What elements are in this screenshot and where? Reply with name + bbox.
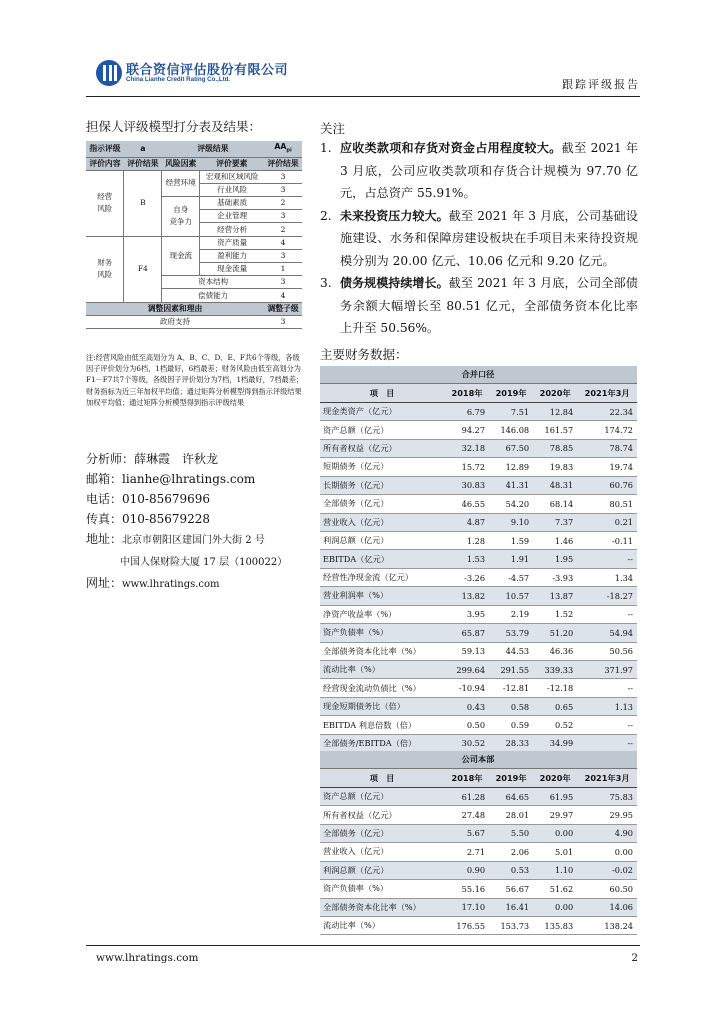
data-cell: 50.56 [577,642,637,660]
data-cell: 60.50 [577,880,637,898]
table-cell: 调整因素和理由 [86,302,264,315]
data-cell: 54.94 [577,624,637,642]
data-cell: 10.57 [489,587,533,605]
data-cell: 16.41 [489,898,533,916]
rating-model-table [86,141,302,329]
data-cell: -10.94 [445,679,489,697]
column-header: 评价内容 [86,157,124,170]
data-cell: 0.00 [533,898,577,916]
column-header: 2019年 [489,769,533,787]
data-cell: 0.00 [533,824,577,842]
data-cell: -12.81 [489,679,533,697]
table-row [86,141,302,157]
data-cell: 13.82 [445,587,489,605]
table-cell: 政府支持 [86,315,264,328]
data-cell: 1.13 [577,697,637,715]
data-cell: 1.53 [445,550,489,568]
row-label: 短期债务（亿元） [320,458,445,476]
financials-title: 主要财务数据： [320,347,408,362]
data-cell: 0.59 [489,716,533,734]
page-header [86,56,640,94]
table-row [320,421,637,439]
analyst-contact [86,449,287,595]
concern-number: 2. [320,208,332,223]
concern-text: 截至 2021 年 3 月底，公司应收类款项和存货合计规模为 97.70 亿元，占总资产 55.91%。 [340,141,638,200]
data-cell: 291.55 [489,661,533,679]
row-label: 全部债务资本化比率（%） [320,898,445,916]
data-cell: 67.50 [489,439,533,457]
column-header: 2018年 [445,384,489,402]
data-cell: 44.53 [489,642,533,660]
data-cell: 12.89 [489,458,533,476]
table-cell: 经营分析 [200,223,264,236]
data-cell: 2.19 [489,605,533,623]
data-cell: 7.51 [489,402,533,420]
fax-value: 010-85679228 [122,512,211,526]
data-cell: 15.72 [445,458,489,476]
data-cell: -- [577,605,637,623]
concern-number: 3. [320,276,332,290]
page-number: 2 [631,952,638,964]
data-cell: 176.55 [445,916,489,934]
row-label: 长期债务（亿元） [320,476,445,494]
section-title: 合并口径 [320,366,637,384]
data-cell: 78.85 [533,439,577,457]
column-header: 2020年 [533,384,577,402]
row-label: 资产负债率（%） [320,880,445,898]
analyst-label: 分析师： [86,452,135,466]
table-row [86,170,302,183]
data-cell: 65.87 [445,624,489,642]
data-cell: 55.16 [445,880,489,898]
table-cell: 行业风险 [200,183,264,196]
row-label: 资产总额（亿元） [320,421,445,439]
data-cell: 78.74 [577,439,637,457]
table-cell: 3 [264,315,302,328]
data-cell: 30.83 [445,476,489,494]
data-cell: 5.67 [445,824,489,842]
data-cell: 19.74 [577,458,637,476]
table-row [86,302,302,315]
data-cell: 68.14 [533,495,577,513]
data-cell: 29.95 [577,806,637,824]
table-row [320,513,637,531]
data-cell: 28.01 [489,806,533,824]
data-cell: 0.58 [489,697,533,715]
data-cell: 299.64 [445,661,489,679]
data-cell: 0.21 [577,513,637,531]
email-value: lianhe@lhratings.com [122,472,256,486]
data-cell: 54.20 [489,495,533,513]
row-label: 所有者权益（亿元） [320,439,445,457]
table-cell: B [124,170,162,236]
table-cell: 偿债能力 [162,289,264,302]
row-label: 现金类资产（亿元） [320,402,445,420]
table-cell: 自身 竞争力 [162,197,200,237]
model-note: 注:经营风险由低至高划分为 A、B、C、D、E、F共6个等级，各级因子评价划分为6档，1档最好，6档最差；财务风险由低至高划分为 F1－F7共7个等级，各级因子评价划分为7档，1档最好，7档最差；财务指标为近三年加权平均值；通过矩阵分析模型得到指示评级结果加权平均值；通过矩阵分析模型得到指示评级结果 [86,353,304,407]
table-row [320,476,637,494]
table-row [86,315,302,328]
table-row [320,824,637,842]
table-row [320,880,637,898]
table-row [320,531,637,549]
table-row [320,769,637,787]
concern-heading: 未来投资压力较大。 [340,208,449,223]
data-cell: 48.31 [533,476,577,494]
table-cell: 资本结构 [162,276,264,289]
table-row [86,157,302,170]
table-cell: 经营环境 [162,170,200,196]
table-row [320,495,637,513]
concerns-list [320,137,638,340]
table-row [320,439,637,457]
column-header: 项 目 [320,769,445,787]
table-cell: 3 [264,183,302,196]
data-cell: -12.18 [533,679,577,697]
table-row [320,716,637,734]
analyst-names: 薛琳霞 许秋龙 [134,452,219,466]
data-cell: 12.84 [533,402,577,420]
data-cell: 1.34 [577,568,637,586]
data-cell: 13.87 [533,587,577,605]
data-cell: 56.67 [489,880,533,898]
table-row [320,787,637,805]
table-cell: 宏观和区域风险 [200,170,264,183]
phone-value: 010-85679696 [122,492,211,506]
data-cell: 4.90 [577,824,637,842]
data-cell: 146.08 [489,421,533,439]
table-row [320,384,637,402]
table-cell: 3 [264,276,302,289]
data-cell: -0.11 [577,531,637,549]
email-label: 邮箱： [86,472,123,486]
table-cell: 现金流量 [200,263,264,276]
row-label: 利润总额（亿元） [320,531,445,549]
data-cell: 61.28 [445,787,489,805]
data-cell: 1.10 [533,861,577,879]
data-cell: -- [577,734,637,752]
table-cell: 财务 风险 [86,236,124,302]
concern-heading: 债务规模持续增长。 [340,276,449,290]
table-cell: 资产质量 [200,236,264,249]
header-divider [86,96,640,97]
row-label: 经营现金流动负债比（%） [320,679,445,697]
data-cell: 17.10 [445,898,489,916]
table-cell: 企业管理 [200,210,264,223]
data-cell: 339.33 [533,661,577,679]
model-title: 担保人评级模型打分表及结果： [86,119,262,134]
consolidated-financial-table [320,366,637,753]
table-cell: 现金流 [162,236,200,276]
table-cell: 1 [264,263,302,276]
web-value: www.lhratings.com [122,579,220,590]
concern-number: 1. [320,141,332,155]
table-cell: 调整子级 [264,302,302,315]
data-cell: 0.00 [577,843,637,861]
data-cell: -- [577,550,637,568]
table-cell: 3 [264,249,302,262]
row-label: 全部债务（亿元） [320,824,445,842]
column-header: 2021年3月 [577,384,637,402]
data-cell: -18.27 [577,587,637,605]
table-cell: 评级结果 [162,141,264,157]
row-label: EBITDA（亿元） [320,550,445,568]
concern-heading: 应收类款项和存货对资金占用程度较大。 [340,141,562,155]
table-cell: 3 [264,210,302,223]
table-cell: 基础素质 [200,197,264,210]
row-label: 营业收入（亿元） [320,513,445,531]
table-row [86,236,302,249]
data-cell: 51.62 [533,880,577,898]
row-label: 资产负债率（%） [320,624,445,642]
column-header: 2020年 [533,769,577,787]
row-label: 流动比率（%） [320,916,445,934]
table-cell: 指示评级 [86,141,124,157]
data-cell: 0.52 [533,716,577,734]
parent-financial-table [320,751,637,935]
concern-text: 截至 2021 年 3 月底，公司全部债务余额大幅增长至 80.51 亿元，全部债务资本化比率上升至 50.56%。 [340,276,638,335]
report-type: 跟踪评级报告 [562,78,640,91]
table-row [320,642,637,660]
data-cell: 0.50 [445,716,489,734]
web-label: 网址： [86,576,123,590]
data-cell: 371.97 [577,661,637,679]
table-cell: 3 [264,170,302,183]
footer-divider [86,945,640,946]
table-row [320,861,637,879]
data-cell: 22.34 [577,402,637,420]
row-label: 现金短期债务比（倍） [320,697,445,715]
data-cell: 0.65 [533,697,577,715]
address-line1: 北京市朝阳区建国门外大街 2 号 [122,535,265,546]
table-row [320,697,637,715]
table-row [320,843,637,861]
data-cell: -4.57 [489,568,533,586]
row-label: 资产总额（亿元） [320,787,445,805]
row-label: 净资产收益率（%） [320,605,445,623]
data-cell: 5.01 [533,843,577,861]
data-cell: 153.73 [489,916,533,934]
table-row [320,402,637,420]
data-cell: 2.71 [445,843,489,861]
data-cell: -- [577,716,637,734]
data-cell: 1.95 [533,550,577,568]
data-cell: 1.59 [489,531,533,549]
data-cell: -3.26 [445,568,489,586]
section-title: 公司本部 [320,751,637,769]
data-cell: -- [577,679,637,697]
data-cell: 75.83 [577,787,637,805]
table-row [320,624,637,642]
data-cell: 53.79 [489,624,533,642]
table-row [320,916,637,934]
table-row [320,679,637,697]
data-cell: 5.50 [489,824,533,842]
table-cell: 4 [264,236,302,249]
table-cell: 经营 风险 [86,170,124,236]
data-cell: 7.37 [533,513,577,531]
table-row [320,568,637,586]
row-label: 所有者权益（亿元） [320,806,445,824]
table-row [320,550,637,568]
table-cell: F4 [124,236,162,302]
data-cell: 1.52 [533,605,577,623]
column-header: 评价结果 [264,157,302,170]
row-label: 营业利润率（%） [320,587,445,605]
row-label: 营业收入（亿元） [320,843,445,861]
column-header: 评价要素 [200,157,264,170]
data-cell: 60.76 [577,476,637,494]
table-cell: 2 [264,197,302,210]
column-header: 2018年 [445,769,489,787]
row-label: 全部债务（亿元） [320,495,445,513]
table-cell: 2 [264,223,302,236]
data-cell: 46.55 [445,495,489,513]
row-label: 全部债务资本化比率（%） [320,642,445,660]
row-label: 利润总额（亿元） [320,861,445,879]
data-cell: 0.90 [445,861,489,879]
table-row [320,587,637,605]
data-cell: 27.48 [445,806,489,824]
row-label: EBITDA 利息倍数（倍） [320,716,445,734]
table-row [320,898,637,916]
data-cell: 9.10 [489,513,533,531]
data-cell: 1.91 [489,550,533,568]
table-row [320,661,637,679]
address-line2: 中国人保财险大厦 17 层（100022） [120,557,288,568]
data-cell: 29.97 [533,806,577,824]
table-row [320,366,637,384]
company-name-cn: 联合资信评估股份有限公司 [126,63,289,78]
data-cell: 161.57 [533,421,577,439]
row-label: 经营性净现金流（亿元） [320,568,445,586]
data-cell: 32.18 [445,439,489,457]
column-header: 2019年 [489,384,533,402]
data-cell: 46.36 [533,642,577,660]
column-header: 评价结果 [124,157,162,170]
data-cell: 51.20 [533,624,577,642]
row-label: 流动比率（%） [320,661,445,679]
data-cell: 94.27 [445,421,489,439]
concern-item [320,137,638,205]
table-row [320,734,637,752]
data-cell: 2.06 [489,843,533,861]
table-cell: 盈利能力 [200,249,264,262]
data-cell: 19.83 [533,458,577,476]
table-cell: a [124,141,162,157]
column-header: 2021年3月 [577,769,637,787]
data-cell: 64.65 [489,787,533,805]
data-cell: 0.53 [489,861,533,879]
concern-text: 截至 2021 年 3 月底，公司基础设施建设、水务和保障房建设板块在手项目未来待投资规模分别为 20.00 亿元、10.06 亿元和 9.20 亿元。 [340,208,638,268]
data-cell: 174.72 [577,421,637,439]
data-cell: 14.06 [577,898,637,916]
data-cell: 4.87 [445,513,489,531]
data-cell: 34.99 [533,734,577,752]
phone-label: 电话： [86,492,123,506]
table-cell: 4 [264,289,302,302]
data-cell: 59.13 [445,642,489,660]
data-cell: 0.43 [445,697,489,715]
data-cell: 1.28 [445,531,489,549]
data-cell: 28.33 [489,734,533,752]
address-label: 地址： [86,532,123,546]
table-row [320,806,637,824]
data-cell: 3.95 [445,605,489,623]
data-cell: 80.51 [577,495,637,513]
data-cell: 61.95 [533,787,577,805]
company-logo-icon [96,60,122,86]
column-header: 项 目 [320,384,445,402]
data-cell: 135.83 [533,916,577,934]
data-cell: 41.31 [489,476,533,494]
table-row [320,605,637,623]
row-label: 全部债务/EBITDA（倍） [320,734,445,752]
fax-label: 传真： [86,512,123,526]
footer-url: www.lhratings.com [96,952,199,964]
data-cell: -3.93 [533,568,577,586]
table-row [320,458,637,476]
concern-item [320,205,638,273]
table-row [320,751,637,769]
data-cell: 138.24 [577,916,637,934]
column-header: 风险因素 [162,157,200,170]
concern-item [320,272,638,340]
indicative-rating: $AA_{pi}$ [264,141,302,157]
data-cell: -0.02 [577,861,637,879]
data-cell: 6.79 [445,402,489,420]
concerns-title: 关注 [320,121,346,136]
company-name-en: China Lianhe Credit Rating Co.,Ltd. [126,76,231,83]
data-cell: 30.52 [445,734,489,752]
data-cell: 1.46 [533,531,577,549]
